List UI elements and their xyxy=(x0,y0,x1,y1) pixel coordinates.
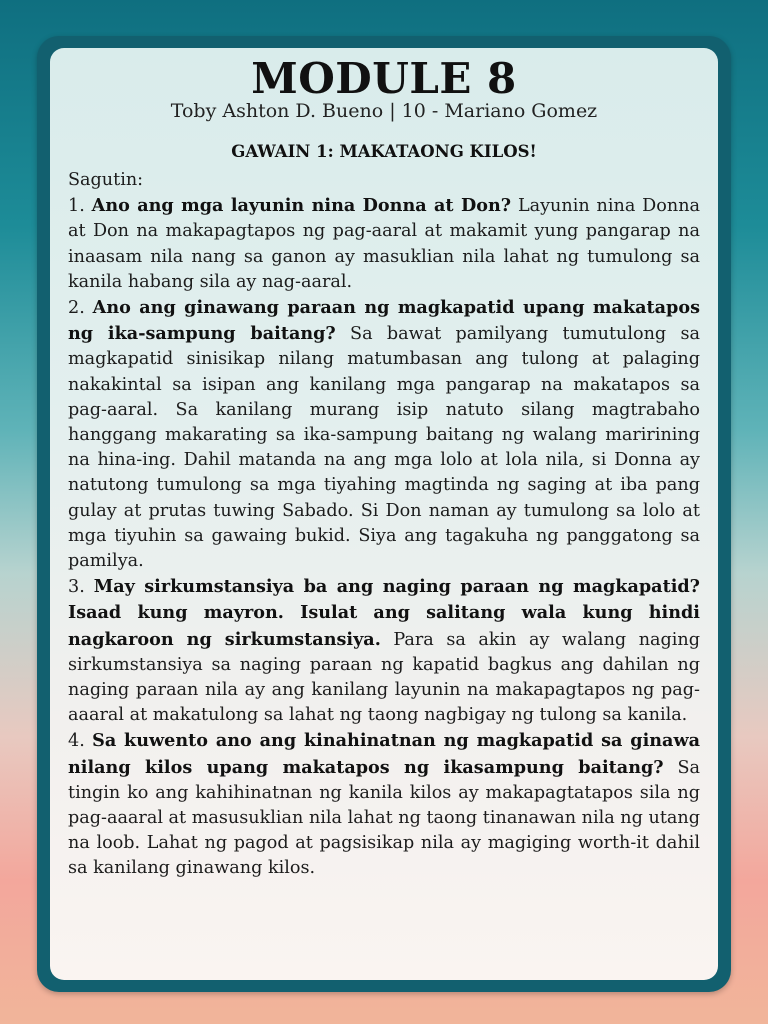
item-answer: Sa tingin ko ang kahihinatnan ng kanila kilos ay makapagtatapos sila ng pag-aaaral at masusuklian nila lahat ng taong tinanawan nila ng utang na loob. Lahat ng pagod at pagsisikap nila ay magiging worth-it dahil sa kanilang ginawang kilos. xyxy=(68,757,700,879)
list-item xyxy=(68,728,700,881)
item-question: Ano ang mga layunin nina Donna at Don? xyxy=(91,195,512,217)
card-frame xyxy=(37,36,731,992)
activity-title: GAWAIN 1: MAKATAONG KILOS! xyxy=(231,142,537,161)
item-answer: Layunin nina Donna at Don na makapagtapos ng pag-aaral at makamit yung pangarap na inaasam nila nang sa ganon ay masuklian nila lahat ng tumulong sa kanila habang sila ay nag-aaral. xyxy=(68,196,701,292)
item-number: 1. xyxy=(68,196,85,217)
item-answer: Para sa akin ay walang naging sirkumstansiya sa naging paraan ng kapatid bagkus ang dahilan ng naging paraan nila ay ang kanilang layunin na makapagtapos ng pag-aaaral at makatulong sa lahat ng taong nagbigay ng tulong sa kanila. xyxy=(68,629,701,726)
document-card xyxy=(50,48,718,980)
author-line: Toby Ashton D. Bueno | 10 - Mariano Gomez xyxy=(170,100,598,122)
list-item xyxy=(68,193,700,295)
item-question: Ano ang ginawang paraan ng magkapatid upang makatapos ng ika-sampung baitang? xyxy=(68,297,701,345)
item-number: 2. xyxy=(68,298,85,319)
module-title: MODULE 8 xyxy=(251,54,517,103)
answers-body xyxy=(68,168,700,882)
item-question: May sirkumstansiya ba ang naging paraan ng magkapatid? Isaad kung mayron. Isulat ang salitang wala kung hindi nagkaroon ng sirkumstansiya. xyxy=(68,576,700,650)
item-answer: Sa bawat pamilyang tumutulong sa magkapatid sinisikap nilang matumbasan ang tulong at palaging nakakintal sa isipan ang kanilang mga pangarap na makatapos sa pag-aaral. Sa kanilang murang isip natuto silang magtrabaho hanggang makarating sa ika-sampung baitang ng walang maririning na hina-ing. Dahil matanda na ang mga lolo at lola nila, si Donna ay natutong tumulong sa mga tiyahing magtinda ng saging at iba pang gulay at prutas tuwing Sabado. Si Don naman ay tumulong sa lolo at mga tiyuhin sa gawaing bukid. Siya ang tagakuha ng panggatong sa pamilya. xyxy=(68,324,700,572)
intro-label: Sagutin: xyxy=(68,170,144,190)
item-number: 4. xyxy=(68,731,85,752)
item-number: 3. xyxy=(68,577,85,598)
item-question: Sa kuwento ano ang kinahinatnan ng magkapatid sa ginawa nilang kilos upang makatapos ng ikasampung baitang? xyxy=(68,730,701,778)
list-item xyxy=(68,295,700,574)
list-item xyxy=(68,574,700,728)
